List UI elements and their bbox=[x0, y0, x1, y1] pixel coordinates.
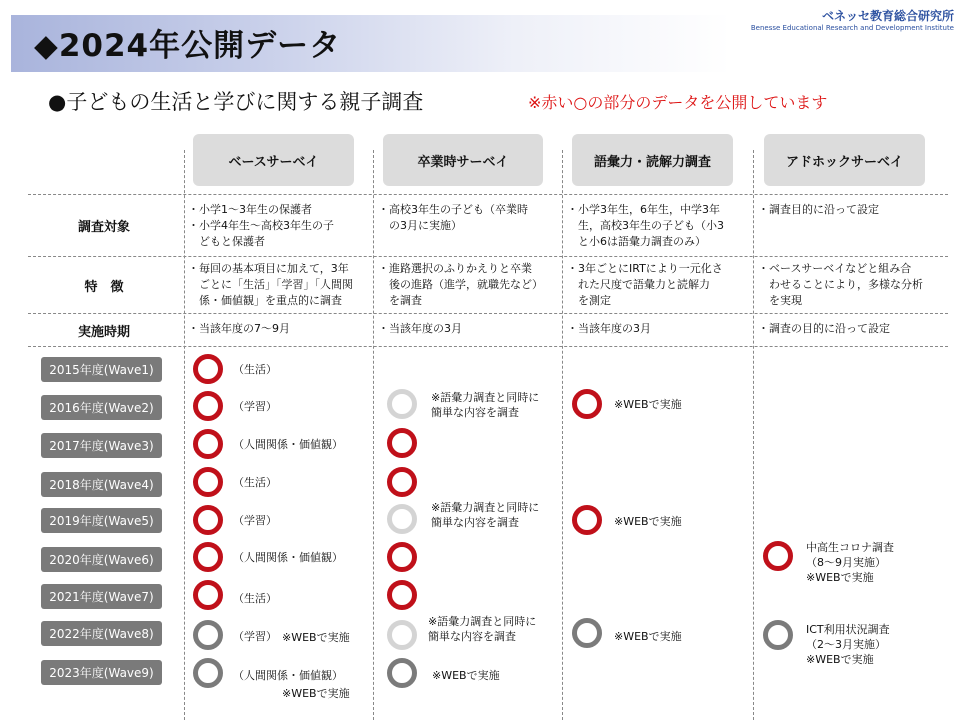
cell-line: 後の進路（進学，就職先など） bbox=[378, 278, 543, 291]
cell-line: ・ベースサーベイなどと組み合 bbox=[758, 262, 912, 275]
base-2023-web-note: ※WEBで実施 bbox=[282, 687, 350, 700]
grad-2022-circle[interactable] bbox=[387, 620, 417, 650]
base-2015-label: （生活） bbox=[233, 363, 277, 376]
wave-2022-button[interactable]: 2022年度(Wave8) bbox=[41, 621, 162, 646]
col-header-base-survey: ベースサーベイ bbox=[193, 134, 354, 186]
cell-target-graduation bbox=[378, 202, 528, 234]
grid-line bbox=[28, 194, 948, 195]
row-header-period: 実施時期 bbox=[77, 324, 130, 340]
note-line: ※WEBで実施 bbox=[806, 571, 874, 584]
note-line: （2～3月実施） bbox=[806, 638, 886, 651]
base-2017-circle[interactable] bbox=[193, 429, 223, 459]
cell-line: を実現 bbox=[758, 294, 802, 307]
cell-period-vocab: ・当該年度の3月 bbox=[567, 322, 651, 335]
grid-line bbox=[28, 313, 948, 314]
base-2018-label: （生活） bbox=[233, 476, 277, 489]
base-2020-circle[interactable] bbox=[193, 542, 223, 572]
cell-line: と小6は語彙力調査のみ） bbox=[567, 235, 706, 248]
wave-2021-button[interactable]: 2021年度(Wave7) bbox=[41, 584, 162, 609]
survey-subtitle: ●子どもの生活と学びに関する親子調査 bbox=[48, 90, 424, 114]
grad-2019-note bbox=[431, 500, 539, 530]
vocab-2016-circle[interactable] bbox=[572, 389, 602, 419]
cell-line: ・進路選択のふりかえりと卒業 bbox=[378, 262, 532, 275]
grad-2020-circle[interactable] bbox=[387, 542, 417, 572]
grad-2022-note bbox=[428, 614, 536, 644]
grad-2019-circle[interactable] bbox=[387, 504, 417, 534]
cell-target-base bbox=[188, 202, 334, 250]
col-header-vocab-survey: 語彙力・読解力調査 bbox=[572, 134, 733, 186]
base-2021-label: （生活） bbox=[233, 592, 277, 605]
cell-period-base: ・当該年度の7～9月 bbox=[188, 322, 290, 335]
grid-column-line bbox=[753, 150, 754, 720]
cell-target-adhoc bbox=[758, 202, 879, 218]
base-2022-web-note: ※WEBで実施 bbox=[282, 631, 350, 644]
base-2019-label: （学習） bbox=[233, 514, 277, 527]
cell-line: ・小学3年生，6年生，中学3年 bbox=[567, 203, 720, 216]
base-2022-circle[interactable] bbox=[193, 620, 223, 650]
grad-2018-circle[interactable] bbox=[387, 467, 417, 497]
vocab-2022-web-note: ※WEBで実施 bbox=[614, 630, 682, 643]
adhoc-2020-circle[interactable] bbox=[763, 541, 793, 571]
page-title: ◆2024年公開データ bbox=[34, 28, 342, 64]
grad-2016-note bbox=[431, 390, 539, 420]
note-line: ICT利用状況調査 bbox=[806, 623, 890, 636]
grad-2017-circle[interactable] bbox=[387, 428, 417, 458]
vocab-2019-web-note: ※WEBで実施 bbox=[614, 515, 682, 528]
base-2016-label: （学習） bbox=[233, 400, 277, 413]
grad-2023-web-note: ※WEBで実施 bbox=[432, 669, 500, 682]
vocab-2019-circle[interactable] bbox=[572, 505, 602, 535]
col-header-adhoc-survey: アドホックサーベイ bbox=[764, 134, 925, 186]
cell-feature-base bbox=[188, 261, 353, 309]
cell-feature-graduation bbox=[378, 261, 543, 309]
wave-2016-button[interactable]: 2016年度(Wave2) bbox=[41, 395, 162, 420]
wave-2020-button[interactable]: 2020年度(Wave6) bbox=[41, 547, 162, 572]
base-2023-circle[interactable] bbox=[193, 658, 223, 688]
cell-line: の3月に実施） bbox=[378, 219, 462, 232]
cell-target-vocab bbox=[567, 202, 724, 250]
cell-feature-vocab bbox=[567, 261, 723, 309]
grad-2016-circle[interactable] bbox=[387, 389, 417, 419]
row-header-feature: 特 徴 bbox=[84, 279, 124, 295]
wave-2019-button[interactable]: 2019年度(Wave5) bbox=[41, 508, 162, 533]
wave-2017-button[interactable]: 2017年度(Wave3) bbox=[41, 433, 162, 458]
cell-period-adhoc: ・調査の目的に沿って設定 bbox=[758, 322, 890, 335]
cell-line: ・小学4年生～高校3年生の子 bbox=[188, 219, 334, 232]
note-line: 中高生コロナ調査 bbox=[806, 541, 894, 554]
adhoc-2020-note bbox=[806, 540, 894, 585]
grid-column-line bbox=[184, 150, 185, 720]
wave-2018-button[interactable]: 2018年度(Wave4) bbox=[41, 472, 162, 497]
public-data-note: ※赤い○の部分のデータを公開しています bbox=[528, 93, 828, 112]
note-line: ※語彙力調査と同時に bbox=[431, 501, 540, 514]
cell-line: ・高校3年生の子ども（卒業時 bbox=[378, 203, 528, 216]
col-header-graduation-survey: 卒業時サーベイ bbox=[383, 134, 543, 186]
cell-line: ・3年ごとにIRTにより一元化さ bbox=[567, 262, 723, 275]
grid-column-line bbox=[373, 150, 374, 720]
note-line: ※語彙力調査と同時に bbox=[428, 615, 537, 628]
cell-line: ・小学1～3年生の保護者 bbox=[188, 203, 312, 216]
wave-2023-button[interactable]: 2023年度(Wave9) bbox=[41, 660, 162, 685]
cell-line: を測定 bbox=[567, 294, 611, 307]
vocab-2022-circle[interactable] bbox=[572, 618, 602, 648]
grad-2023-circle[interactable] bbox=[387, 658, 417, 688]
adhoc-2022-circle[interactable] bbox=[763, 620, 793, 650]
cell-line: ごとに「生活」「学習」「人間関 bbox=[188, 278, 353, 291]
cell-line: ・調査目的に沿って設定 bbox=[758, 203, 879, 216]
org-name-jp: ベネッセ教育総合研究所 bbox=[821, 9, 954, 23]
base-2022-label: （学習） bbox=[233, 630, 277, 643]
base-2023-label: （人間関係・価値観） bbox=[233, 669, 343, 682]
note-line: 簡単な内容を調査 bbox=[428, 630, 516, 643]
grid-line bbox=[28, 346, 948, 347]
cell-line: を調査 bbox=[378, 294, 422, 307]
cell-line: ・毎回の基本項目に加えて，3年 bbox=[188, 262, 349, 275]
note-line: ※WEBで実施 bbox=[806, 653, 874, 666]
base-2021-circle[interactable] bbox=[193, 580, 223, 610]
base-2015-circle[interactable] bbox=[193, 354, 223, 384]
cell-line: どもと保護者 bbox=[188, 235, 265, 248]
adhoc-2022-note bbox=[806, 622, 890, 667]
cell-line: れた尺度で語彙力と読解力 bbox=[567, 278, 710, 291]
grid-column-line bbox=[562, 150, 563, 720]
cell-line: わせることにより，多様な分析 bbox=[758, 278, 923, 291]
grid-line bbox=[28, 256, 948, 257]
note-line: 簡単な内容を調査 bbox=[431, 516, 519, 529]
base-2019-circle[interactable] bbox=[193, 505, 223, 535]
org-name-en: Benesse Educational Research and Development Institute bbox=[750, 24, 954, 32]
cell-feature-adhoc bbox=[758, 261, 923, 309]
note-line: ※語彙力調査と同時に bbox=[431, 391, 540, 404]
note-line: 簡単な内容を調査 bbox=[431, 406, 519, 419]
cell-line: 係・価値観」を重点的に調査 bbox=[188, 294, 342, 307]
base-2020-label: （人間関係・価値観） bbox=[233, 551, 343, 564]
grad-2021-circle[interactable] bbox=[387, 580, 417, 610]
cell-period-graduation: ・当該年度の3月 bbox=[378, 322, 462, 335]
vocab-2016-web-note: ※WEBで実施 bbox=[614, 398, 682, 411]
cell-line: 生，高校3年生の子ども（小3 bbox=[567, 219, 724, 232]
note-line: （8～9月実施） bbox=[806, 556, 886, 569]
base-2017-label: （人間関係・価値観） bbox=[233, 438, 343, 451]
base-2016-circle[interactable] bbox=[193, 391, 223, 421]
base-2018-circle[interactable] bbox=[193, 467, 223, 497]
wave-2015-button[interactable]: 2015年度(Wave1) bbox=[41, 357, 162, 382]
row-header-target: 調査対象 bbox=[77, 219, 130, 235]
